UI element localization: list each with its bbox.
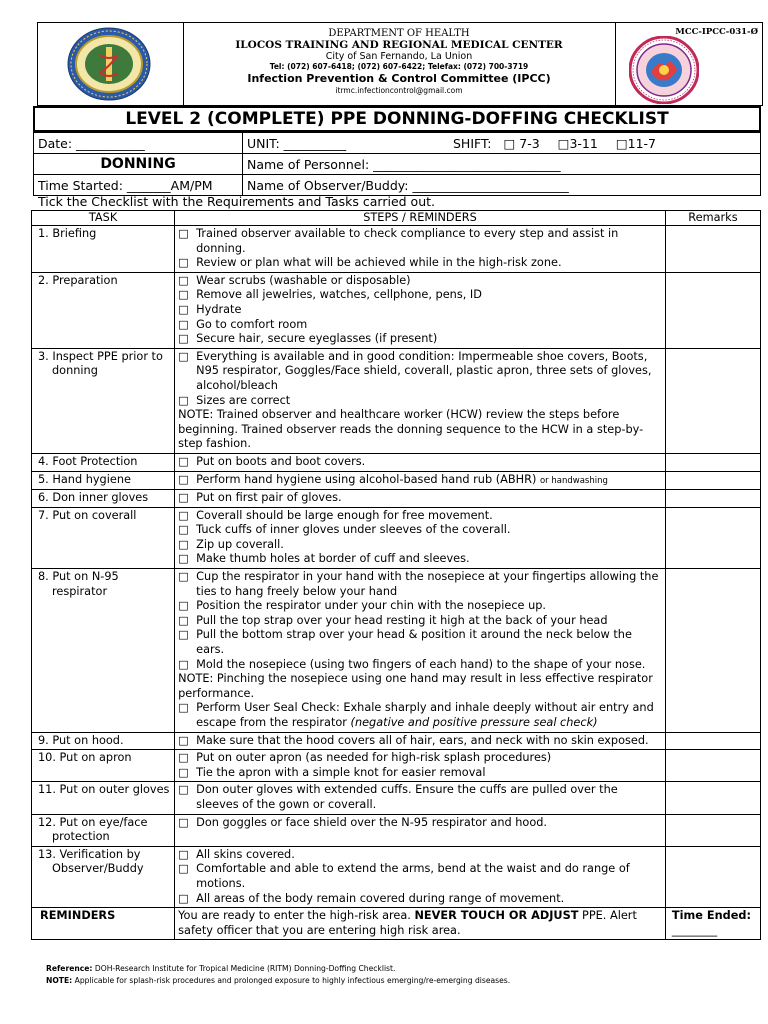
step-text: Put on boots and boot covers.	[196, 454, 366, 468]
task-cell	[32, 569, 175, 733]
reminders-text-c: PPE. Alert safety officer that you are entering high risk area.	[178, 909, 637, 937]
checklist-step[interactable]	[178, 599, 662, 614]
checklist-title: LEVEL 2 (COMPLETE) PPE DONNING-DOFFING CHECKLIST	[33, 106, 761, 132]
info-table	[33, 132, 761, 196]
task-column-header: TASK	[32, 211, 175, 226]
task-label: 13. Verification by Observer/Buddy	[38, 847, 144, 876]
reminders-row	[32, 908, 761, 940]
time-ended-line: ________	[671, 923, 718, 937]
instruction-text: Tick the Checklist with the Requirements and Tasks carried out.	[38, 194, 435, 209]
steps-cell	[175, 453, 666, 471]
task-cell	[32, 272, 175, 348]
checklist-row	[32, 732, 761, 750]
checklist-step[interactable]	[178, 303, 662, 318]
step-text: Secure hair, secure eyeglasses (if present)	[196, 332, 438, 346]
checkbox-icon[interactable]: □	[178, 349, 189, 363]
step-text: Cup the respirator in your hand with the nosepiece at your fingertips allowing the ties to hang freely below your hand	[196, 570, 659, 598]
header-left-cell	[38, 23, 184, 105]
step-small-note: or handwashing	[539, 475, 608, 486]
note-text: Applicable for splash-risk procedures and prolonged exposure to highly infectious emerging/re-emerging diseases.	[74, 976, 511, 985]
date-label: Date: ___________	[38, 135, 145, 151]
step-note: NOTE: Pinching the nosepiece using one hand may result in less effective respirator performance.	[178, 672, 653, 700]
ipcc-seal-logo	[629, 36, 699, 104]
steps-cell	[175, 490, 666, 508]
checkbox-icon[interactable]: □	[178, 891, 189, 905]
reference-text: DOH-Research Institute for Tropical Medicine (RITM) Donning-Doffing Checklist.	[94, 964, 396, 973]
checklist-step[interactable]	[178, 491, 662, 506]
step-text: Pull the top strap over your head resting it high at the back of your head	[196, 613, 608, 627]
time-ended-cell[interactable]	[665, 908, 760, 940]
checklist-step[interactable]	[178, 509, 662, 524]
checkbox-icon[interactable]: □	[178, 302, 189, 316]
task-label: 3. Inspect PPE prior to donning	[38, 349, 163, 378]
observer-field[interactable]	[243, 175, 761, 196]
steps-cell	[175, 814, 666, 846]
committee-email: itrmc.infectioncontrol@gmail.com	[335, 86, 463, 95]
steps-cell	[175, 507, 666, 568]
unit-label: UNIT: __________	[247, 135, 347, 151]
checklist-row	[32, 272, 761, 348]
checkbox-icon[interactable]: □	[178, 552, 189, 566]
center-name: ILOCOS TRAINING AND REGIONAL MEDICAL CENTER	[235, 39, 563, 51]
checklist-row	[32, 490, 761, 508]
steps-cell	[175, 782, 666, 814]
department-name: DEPARTMENT OF HEALTH	[328, 28, 470, 39]
shift-option-3-11[interactable]	[558, 136, 598, 151]
checkbox-icon[interactable]: □	[178, 472, 189, 486]
checkbox-icon[interactable]: □	[178, 783, 189, 797]
checklist-step[interactable]	[178, 658, 662, 673]
shift-option-label: 7-3	[519, 135, 540, 151]
remarks-cell[interactable]	[665, 732, 760, 750]
checkbox-icon[interactable]: □	[178, 599, 189, 613]
step-text: Pull the bottom strap over your head & position it around the neck below the ears.	[196, 628, 632, 657]
task-label: 10. Put on apron	[38, 751, 132, 765]
unit-field[interactable]	[243, 133, 430, 154]
checkbox-icon[interactable]: □	[178, 613, 189, 627]
task-cell	[32, 507, 175, 568]
time-started-field[interactable]	[34, 175, 243, 196]
personnel-field[interactable]	[243, 154, 761, 175]
document-footer	[46, 963, 510, 987]
checklist-step[interactable]	[178, 892, 662, 907]
task-label: 8. Put on N-95 respirator	[38, 570, 119, 598]
step-text: Put on outer apron (as needed for high-risk splash procedures)	[196, 751, 552, 765]
checklist-row	[32, 453, 761, 471]
step-text: All skins covered.	[196, 847, 295, 861]
reminders-text	[175, 908, 666, 940]
shift-option-7-3[interactable]	[503, 136, 539, 151]
checklist-table	[31, 210, 761, 940]
checkbox-icon[interactable]: □	[178, 288, 189, 302]
time-started-label: Time Started: _______AM/PM	[38, 177, 213, 193]
checkbox-icon[interactable]: □	[178, 256, 189, 270]
reminders-warning: NEVER TOUCH OR ADJUST	[414, 909, 579, 923]
task-label: 7. Put on coverall	[38, 508, 137, 522]
step-text: Put on first pair of gloves.	[196, 491, 342, 505]
steps-cell	[175, 348, 666, 453]
remarks-column-header: Remarks	[665, 211, 760, 226]
task-cell	[32, 750, 175, 782]
task-cell	[32, 490, 175, 508]
task-cell	[32, 846, 175, 907]
step-text: Perform hand hygiene using alcohol-based hand rub (ABHR)	[196, 472, 537, 486]
checklist-row	[32, 814, 761, 846]
note-line	[46, 975, 510, 987]
remarks-cell[interactable]	[665, 507, 760, 568]
remarks-cell[interactable]	[665, 490, 760, 508]
checkbox-icon[interactable]: □	[178, 454, 189, 468]
checklist-row	[32, 348, 761, 453]
checklist-step[interactable]	[178, 473, 662, 489]
step-text: Wear scrubs (washable or disposable)	[196, 273, 411, 287]
document-header	[37, 22, 763, 106]
checklist-step[interactable]	[178, 318, 662, 333]
checklist-row	[32, 782, 761, 814]
header-center-cell	[183, 23, 616, 105]
step-text: Sizes are correct	[196, 393, 291, 407]
shift-option-label: 3-11	[569, 135, 598, 151]
checkbox-icon[interactable]: □	[178, 815, 189, 829]
step-text: Make sure that the hood covers all of hair, ears, and neck with no skin exposed.	[196, 733, 649, 747]
checklist-step[interactable]	[178, 538, 662, 553]
checklist-step[interactable]	[178, 523, 662, 538]
checkbox-icon[interactable]: □	[178, 862, 189, 876]
step-text: Coverall should be large enough for free movement.	[196, 508, 493, 522]
checkbox-icon[interactable]: □	[178, 657, 189, 671]
step-italic-note: (negative and positive pressure seal check)	[350, 716, 598, 729]
task-label: 11. Put on outer gloves	[38, 783, 170, 797]
checkbox-icon[interactable]: □	[178, 273, 189, 287]
step-text: Don goggles or face shield over the N-95 respirator and hood.	[196, 815, 548, 829]
step-text: Comfortable and able to extend the arms, bend at the waist and do range of motions.	[196, 862, 630, 890]
step-text: Tuck cuffs of inner gloves under sleeves of the coverall.	[196, 523, 511, 537]
document-code: MCC-IPCC-031-Ø	[675, 27, 758, 37]
task-label: 6. Don inner gloves	[38, 491, 149, 505]
shift-option-11-7[interactable]	[616, 136, 656, 151]
checkbox-icon[interactable]: □	[178, 733, 189, 747]
step-text: Position the respirator under your chin with the nosepiece up.	[196, 599, 546, 613]
remarks-cell[interactable]	[665, 226, 760, 273]
header-right-cell	[615, 23, 762, 105]
steps-cell	[175, 732, 666, 750]
steps-column-header: STEPS / REMINDERS	[175, 211, 666, 226]
checklist-step[interactable]	[178, 766, 662, 781]
checklist-step[interactable]	[178, 734, 662, 749]
reference-line	[46, 963, 510, 975]
shift-label: SHIFT:	[453, 135, 492, 151]
task-cell	[32, 348, 175, 453]
remarks-cell[interactable]	[665, 272, 760, 348]
task-label: 12. Put on eye/face protection	[38, 815, 148, 844]
remarks-cell[interactable]	[665, 348, 760, 453]
checklist-step[interactable]	[178, 848, 662, 863]
checklist-step[interactable]	[178, 701, 662, 730]
step-text: Hydrate	[196, 302, 242, 316]
checklist-step[interactable]	[178, 751, 662, 766]
remarks-cell[interactable]	[665, 750, 760, 782]
note-label: NOTE:	[46, 976, 73, 985]
observer-label: Name of Observer/Buddy: _________________________	[247, 177, 569, 193]
remarks-cell[interactable]	[665, 846, 760, 907]
remarks-cell[interactable]	[665, 814, 760, 846]
steps-cell	[175, 569, 666, 733]
checklist-row	[32, 471, 761, 490]
task-label: 9. Put on hood.	[38, 733, 124, 747]
checklist-step[interactable]	[178, 332, 662, 347]
step-note: NOTE: Trained observer and healthcare worker (HCW) review the steps before beginning. Trained observer reads the donning sequence to the HCW in a step-by-step fashion.	[178, 408, 644, 451]
task-cell	[32, 732, 175, 750]
step-text: Trained observer available to check compliance to every step and assist in donning.	[196, 227, 619, 255]
steps-cell	[175, 846, 666, 907]
task-cell	[32, 814, 175, 846]
time-ended-label: Time Ended:	[671, 909, 751, 923]
remarks-cell[interactable]	[665, 453, 760, 471]
step-text: Go to comfort room	[196, 317, 308, 331]
checklist-step[interactable]	[178, 227, 662, 256]
task-cell	[32, 471, 175, 490]
task-label: 4. Foot Protection	[38, 454, 138, 468]
checkbox-icon: □	[503, 135, 516, 151]
checkbox-icon[interactable]: □	[178, 491, 189, 505]
checkbox-icon[interactable]: □	[178, 393, 189, 407]
checklist-step[interactable]	[178, 862, 662, 891]
checkbox-icon: □	[557, 135, 570, 151]
checklist-step[interactable]	[178, 570, 662, 599]
steps-cell	[175, 226, 666, 273]
shift-field	[429, 133, 761, 154]
task-label: 1. Briefing	[38, 227, 97, 240]
checklist-row	[32, 226, 761, 273]
shift-option-label: 11-7	[627, 135, 657, 151]
committee-name: Infection Prevention & Control Committee (IPCC)	[247, 72, 551, 85]
remarks-cell[interactable]	[665, 569, 760, 733]
checkbox-icon[interactable]: □	[178, 508, 189, 522]
checklist-step[interactable]	[178, 455, 662, 470]
checkbox-icon[interactable]: □	[178, 227, 189, 240]
checklist-step[interactable]	[178, 552, 662, 567]
checklist-step[interactable]	[178, 783, 662, 812]
step-text: Mold the nosepiece (using two fingers of each hand) to the shape of your nose.	[196, 657, 646, 671]
task-cell	[32, 226, 175, 273]
step-text: Don outer gloves with extended cuffs. Ensure the cuffs are pulled over the sleeves of the gown or coverall.	[196, 783, 618, 811]
checkbox-icon: □	[615, 135, 628, 151]
step-text: All areas of the body remain covered during range of movement.	[196, 891, 565, 905]
task-cell	[32, 782, 175, 814]
step-text: Perform User Seal Check: Exhale sharply and inhale deeply without air entry and escape from the respirator	[196, 701, 654, 729]
checkbox-icon[interactable]: □	[178, 570, 189, 584]
city-line: City of San Fernando, La Union	[325, 51, 473, 62]
hospital-seal-logo	[66, 27, 152, 101]
checkbox-icon[interactable]: □	[178, 523, 189, 537]
personnel-label: Name of Personnel: ______________________________	[247, 156, 561, 172]
checklist-row	[32, 750, 761, 782]
step-text: Zip up coverall.	[196, 537, 284, 551]
step-text: Tie the apron with a simple knot for easier removal	[196, 765, 486, 779]
steps-cell	[175, 750, 666, 782]
step-text: Everything is available and in good condition: Impermeable shoe covers, Boots, N95 respirator, Goggles/Face shield, coverall, plastic apron, three sets of gloves, alcohol/bleach	[196, 349, 652, 392]
telephone-line: Tel: (072) 607-6418; (072) 607-6422; Telefax: (072) 700-3719	[269, 62, 529, 71]
checkbox-icon[interactable]: □	[178, 701, 189, 715]
date-field[interactable]	[34, 133, 243, 154]
reminders-text-a: You are ready to enter the high-risk area.	[178, 909, 411, 923]
checklist-row	[32, 507, 761, 568]
step-text: Make thumb holes at border of cuff and sleeves.	[196, 552, 470, 566]
checklist-step[interactable]	[178, 274, 662, 289]
step-text: Review or plan what will be achieved while in the high-risk zone.	[196, 256, 562, 270]
checkbox-icon[interactable]: □	[178, 317, 189, 331]
task-label: 5. Hand hygiene	[38, 472, 131, 486]
reference-label: Reference:	[46, 964, 93, 973]
checkbox-icon[interactable]: □	[178, 332, 189, 346]
checklist-step[interactable]	[178, 288, 662, 303]
checkbox-icon[interactable]: □	[178, 537, 189, 551]
checklist-row	[32, 846, 761, 907]
task-cell	[32, 453, 175, 471]
remarks-cell[interactable]	[665, 782, 760, 814]
checklist-step[interactable]	[178, 256, 662, 271]
checklist-step[interactable]	[178, 628, 662, 657]
step-text: Remove all jewelries, watches, cellphone, pens, ID	[196, 288, 482, 302]
steps-cell	[175, 471, 666, 490]
reminders-label: REMINDERS	[32, 908, 175, 940]
checklist-row	[32, 569, 761, 733]
remarks-cell[interactable]	[665, 471, 760, 490]
checkbox-icon[interactable]: □	[178, 765, 189, 779]
donning-label: DONNING	[34, 154, 243, 175]
checklist-step[interactable]	[178, 394, 662, 409]
checklist-step[interactable]	[178, 350, 662, 394]
checkbox-icon[interactable]: □	[178, 847, 189, 861]
checklist-step[interactable]	[178, 614, 662, 629]
checkbox-icon[interactable]: □	[178, 751, 189, 765]
checklist-step[interactable]	[178, 816, 662, 831]
steps-cell	[175, 272, 666, 348]
checkbox-icon[interactable]: □	[178, 628, 189, 642]
task-label: 2. Preparation	[38, 273, 118, 287]
